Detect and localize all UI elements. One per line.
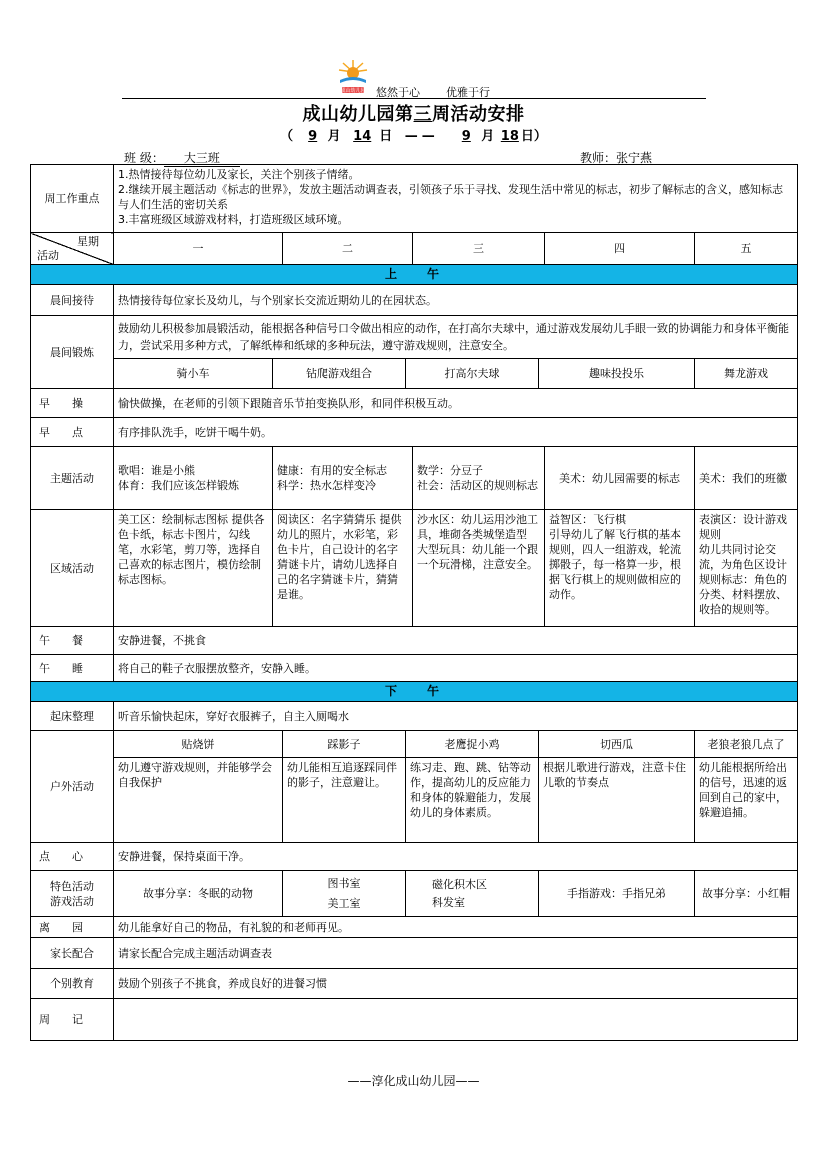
teacher-info: 教师：张宁燕: [580, 151, 653, 165]
row-label: 早操: [31, 389, 114, 418]
row-text: 热情接待每位家长及幼儿，与个别家长交流近期幼儿的在园状态。: [114, 285, 798, 316]
date-open: （: [280, 129, 294, 144]
table-row: [31, 999, 798, 1041]
weekly-focus: [114, 165, 798, 233]
theme-item: 科学：热水怎样变冷: [277, 479, 376, 492]
exercise-item: 骑小车: [114, 359, 273, 389]
weekday-corner-label: 星期: [77, 235, 99, 248]
special-item: 美工室: [327, 896, 361, 910]
special-cell: [406, 871, 539, 917]
band-label: 下午: [31, 682, 798, 702]
day-header: 一: [114, 233, 283, 265]
band-label: 上午: [31, 265, 798, 285]
end-day: 18: [500, 129, 519, 144]
focus-line: 1.热情接待每位幼儿及家长，关注个别孩子情绪。: [118, 168, 360, 181]
theme-item: 数学：分豆子: [417, 464, 483, 477]
special-cell: 故事分享：冬眠的动物: [114, 871, 283, 917]
schedule-table: [30, 164, 798, 1041]
table-row: [31, 165, 798, 233]
title-week: 三: [413, 104, 432, 125]
special-item: 磁化积木区: [432, 877, 487, 891]
row-label: [31, 871, 114, 917]
row-label: 晨间接待: [31, 285, 114, 316]
row-label-line: 特色活动: [50, 879, 94, 893]
table-row: [31, 389, 798, 418]
table-row: [31, 627, 798, 655]
row-label: 家长配合: [31, 938, 114, 969]
row-text: 请家长配合完成主题活动调查表: [114, 938, 798, 969]
table-row: [31, 447, 798, 510]
exercise-item: 打高尔夫球: [406, 359, 539, 389]
outdoor-detail: 幼儿遵守游戏规则，并能够学会自我保护: [114, 758, 283, 843]
table-row: [31, 285, 798, 316]
table-row: [31, 510, 798, 627]
table-row: [31, 702, 798, 731]
row-label-line: 游戏活动: [50, 894, 94, 908]
activity-corner-label: 活动: [37, 249, 59, 262]
row-text: 愉快做操，在老师的引领下跟随音乐节拍变换队形，和同伴积极互动。: [114, 389, 798, 418]
row-label: 主题活动: [31, 447, 114, 510]
outdoor-game: 贴烧饼: [114, 731, 283, 758]
outdoor-game: 踩影子: [283, 731, 406, 758]
row-text: 听音乐愉快起床，穿好衣服裤子，自主入厕喝水: [114, 702, 798, 731]
end-month: 9: [461, 129, 471, 144]
theme-cell: [273, 447, 413, 510]
class-value: 大三班: [164, 149, 240, 167]
special-item: 科发室: [432, 895, 465, 909]
title-prefix: 成山幼儿园第: [302, 104, 414, 125]
day-header: 三: [413, 233, 545, 265]
row-text: 鼓励幼儿积极参加晨锻活动，能根据各种信号口令做出相应的动作，在打高尔夫球中，通过游戏发展幼儿手眼一致的协调能力和身体平衡能力，尝试采用多种方式，了解纸棒和纸球的多种玩法，遵守游戏规则，注意安全。: [114, 316, 798, 359]
day-header: 五: [695, 233, 798, 265]
row-label: 早点: [31, 418, 114, 447]
theme-cell: [545, 447, 695, 510]
table-row: [31, 316, 798, 359]
theme-item: 歌唱：谁是小熊: [118, 464, 195, 477]
table-row: [31, 758, 798, 843]
weekly-notes: [114, 999, 798, 1041]
footer: ——淳化成山幼儿园——: [347, 1074, 480, 1088]
logo-text: 成山幼儿园: [340, 88, 366, 94]
row-text: 幼儿能拿好自己的物品，有礼貌的和老师再见。: [114, 917, 798, 938]
special-item: 图书室: [327, 876, 361, 890]
focus-line: 2.继续开展主题活动《标志的世界》，发放主题活动调查表，引领孩子乐于寻找、发现生活中常见的标志，初步了解标志的含义，感知标志与人们生活的密切关系: [118, 183, 783, 211]
area-cell: 阅读区：名字猜猜乐 提供幼儿的照片，水彩笔，彩色卡片，自己设计的名字猜谜卡片，请幼儿选择自己的名字猜谜卡片，猜猜是谁。: [273, 510, 413, 627]
row-label: 户外活动: [31, 731, 114, 843]
row-label: 晨间锻炼: [31, 316, 114, 389]
area-cell: 益智区：飞行棋 引导幼儿了解飞行棋的基本规则，四人一组游戏，轮流掷骰子，每一格算一步，根据飞行棋上的规则做相应的动作。: [545, 510, 695, 627]
day-header: 二: [283, 233, 413, 265]
class-label: 班 级：: [124, 151, 164, 165]
theme-cell: [413, 447, 545, 510]
row-text: 安静进餐，保持桌面干净。: [114, 843, 798, 871]
exercise-item: 舞龙游戏: [695, 359, 798, 389]
outdoor-game: 老狼老狼几点了: [695, 731, 798, 758]
outdoor-detail: 幼儿能相互追逐踩同伴的影子，注意避让。: [283, 758, 406, 843]
table-row: [31, 969, 798, 999]
row-label: 起床整理: [31, 702, 114, 731]
theme-item: 社会：活动区的规则标志: [417, 479, 538, 492]
table-row: [31, 731, 798, 758]
row-label: 周记: [31, 999, 114, 1041]
focus-line: 3.丰富班级区域游戏材料，打造班级区域环境。: [118, 213, 349, 226]
row-label: 点心: [31, 843, 114, 871]
area-cell: 沙水区：幼儿运用沙池工具，堆砌各类城堡造型 大型玩具：幼儿能一个跟一个玩滑梯，注意安全。: [413, 510, 545, 627]
day-label: 日: [379, 129, 393, 144]
table-row: [31, 938, 798, 969]
theme-item: 健康：有用的安全标志: [277, 464, 387, 477]
exercise-item: 趣味投投乐: [539, 359, 695, 389]
header-divider: [122, 98, 706, 99]
row-label: 周工作重点: [31, 165, 114, 233]
date-close: ）: [533, 129, 547, 144]
slogan-part-2: 优雅于行: [446, 86, 490, 99]
area-cell: 美工区：绘制标志图标 提供各色卡纸，标志卡图片，勾线笔，水彩笔，剪刀等，选择自己喜欢的标志图片，模仿绘制标志图标。: [114, 510, 273, 627]
row-text: 有序排队洗手，吃饼干喝牛奶。: [114, 418, 798, 447]
theme-cell: [114, 447, 273, 510]
slogan-part-1: 悠然于心: [376, 86, 420, 99]
table-row: [31, 871, 798, 917]
theme-item: 美术：我们的班徽: [699, 471, 787, 485]
special-cell: [283, 871, 406, 917]
outdoor-game: 切西瓜: [539, 731, 695, 758]
table-row: [31, 917, 798, 938]
outdoor-detail: 幼儿能根据所给出的信号，迅速的返回到自己的家中，躲避追捕。: [695, 758, 798, 843]
date-separator: ——: [404, 129, 439, 144]
row-text: 将自己的鞋子衣服摆放整齐，安静入睡。: [114, 655, 798, 682]
start-day: 14: [353, 129, 372, 144]
month-label: 月: [481, 129, 495, 144]
theme-item: 体育：我们应该怎样锻炼: [118, 479, 239, 492]
exercise-item: 钻爬游戏组合: [273, 359, 406, 389]
page-title: [0, 100, 827, 126]
theme-item: 美术：幼儿园需要的标志: [559, 471, 680, 485]
table-row: [31, 418, 798, 447]
special-cell: 故事分享：小红帽: [695, 871, 798, 917]
row-label: 区域活动: [31, 510, 114, 627]
outdoor-game: 老鹰捉小鸡: [406, 731, 539, 758]
table-row: [31, 655, 798, 682]
afternoon-band: [31, 682, 798, 702]
kindergarten-logo-icon: [330, 58, 376, 94]
table-row: [31, 843, 798, 871]
diagonal-header: [31, 233, 114, 265]
table-row: [31, 359, 798, 389]
date-range: [0, 125, 827, 144]
month-label: 月: [327, 129, 341, 144]
start-month: 9: [308, 129, 318, 144]
row-label: 个别教育: [31, 969, 114, 999]
row-label: 午餐: [31, 627, 114, 655]
row-label: 午睡: [31, 655, 114, 682]
day-label: 日: [520, 129, 534, 144]
day-header: 四: [545, 233, 695, 265]
special-cell: 手指游戏：手指兄弟: [539, 871, 695, 917]
morning-band: [31, 265, 798, 285]
theme-cell: [695, 447, 798, 510]
row-text: 鼓励个别孩子不挑食，养成良好的进餐习惯: [114, 969, 798, 999]
row-text: 安静进餐，不挑食: [114, 627, 798, 655]
row-label: 离园: [31, 917, 114, 938]
day-header-row: [31, 233, 798, 265]
area-cell: 表演区：设计游戏规则 幼儿共同讨论交流，为角色区设计规则标志：角色的分类、材料摆放、收拾的规则等。: [695, 510, 798, 627]
title-suffix: 周活动安排: [432, 104, 525, 125]
outdoor-detail: 根据儿歌进行游戏，注意卡住儿歌的节奏点: [539, 758, 695, 843]
outdoor-detail: 练习走、跑、跳、钻等动作，提高幼儿的反应能力和身体的躲避能力，发展幼儿的身体素质。: [406, 758, 539, 843]
